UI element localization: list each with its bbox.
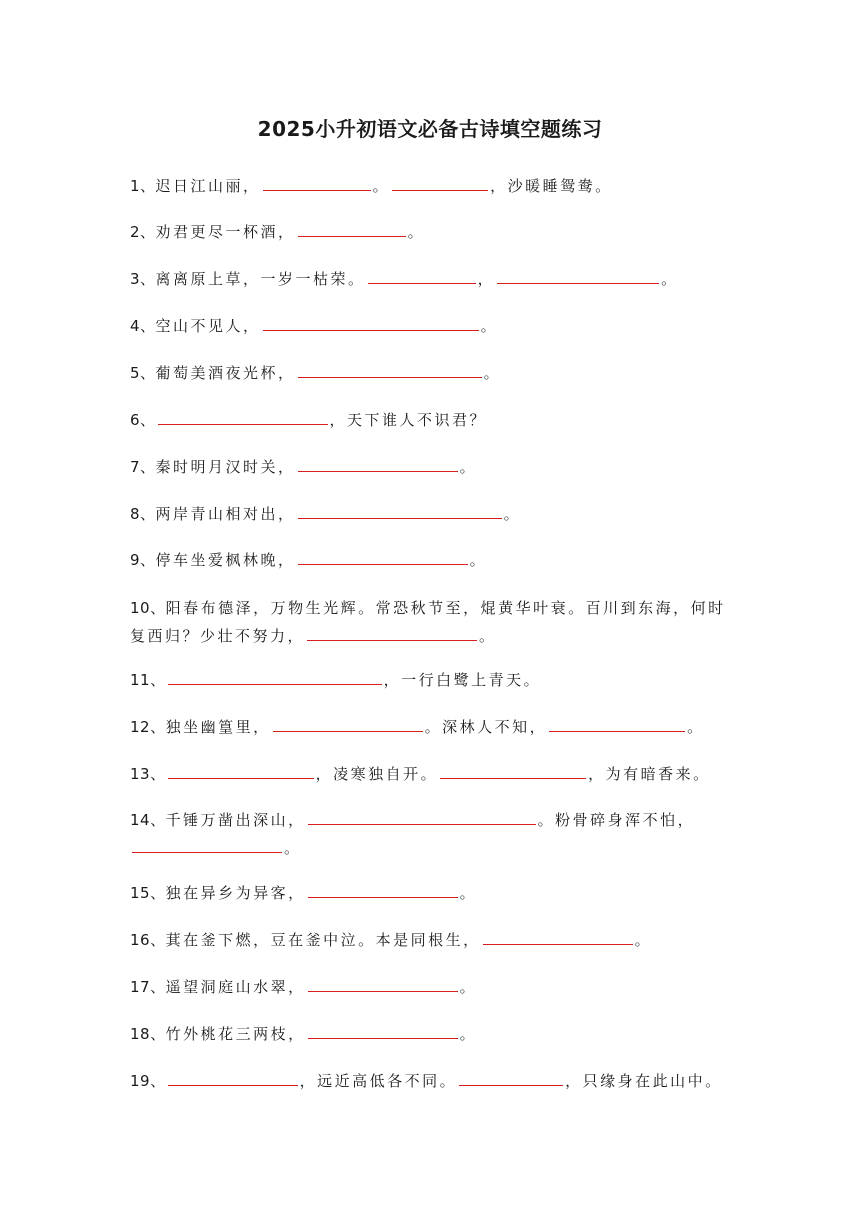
- answer-blank[interactable]: [168, 1067, 298, 1086]
- answer-blank[interactable]: [308, 806, 536, 825]
- question-17: [130, 973, 735, 1001]
- answer-blank[interactable]: [298, 500, 502, 519]
- answer-blank[interactable]: [273, 713, 423, 732]
- question-text: 。: [687, 718, 705, 736]
- question-number: 19、: [130, 1072, 166, 1090]
- answer-blank[interactable]: [308, 1020, 458, 1039]
- question-text: 。: [469, 551, 488, 569]
- question-text: 。: [480, 317, 499, 335]
- answer-blank[interactable]: [392, 172, 488, 191]
- answer-blank[interactable]: [168, 760, 314, 779]
- question-text: 空山不见人，: [155, 317, 261, 335]
- answer-blank[interactable]: [483, 926, 633, 945]
- question-number: 2、: [130, 223, 156, 241]
- question-11: [130, 666, 735, 694]
- question-text: 。: [483, 364, 502, 382]
- page-title: 2025小升初语文必备古诗填空题练习: [257, 117, 603, 141]
- question-text: 。: [372, 177, 391, 195]
- answer-blank[interactable]: [307, 622, 477, 641]
- question-number: 4、: [130, 317, 156, 335]
- question-text: 独在异乡为异客，: [165, 884, 306, 902]
- question-number: 18、: [130, 1025, 166, 1043]
- question-number: 3、: [130, 270, 156, 288]
- question-text: 千锤万凿出深山，: [165, 811, 306, 829]
- question-text: 离离原上草，一岁一枯荣。: [155, 270, 366, 288]
- question-12: [130, 713, 735, 741]
- question-text: ，只缘身在此山中。: [565, 1072, 723, 1090]
- question-text: 。深林人不知，: [424, 718, 548, 736]
- answer-blank[interactable]: [298, 453, 458, 472]
- question-text: 。: [634, 931, 653, 949]
- question-number: 12、: [130, 718, 166, 736]
- question-number: 8、: [130, 505, 156, 523]
- question-text: 葡萄美酒夜光杯，: [155, 364, 296, 382]
- question-number: 13、: [130, 765, 166, 783]
- question-text: 独坐幽篁里，: [165, 718, 271, 736]
- question-7: [130, 453, 735, 481]
- answer-blank[interactable]: [308, 973, 458, 992]
- question-number: 5、: [130, 364, 156, 382]
- question-text: 阳春布德泽，万物生光辉。常恐秋节至，焜黄华叶衰。百川到东海，何时复西归？少壮不努力，: [130, 599, 726, 645]
- answer-blank[interactable]: [298, 218, 406, 237]
- answer-blank[interactable]: [368, 265, 476, 284]
- question-text: 劝君更尽一杯酒，: [155, 223, 296, 241]
- question-number: 11、: [130, 671, 166, 689]
- question-text: 。: [459, 458, 478, 476]
- question-text: ，一行白鹭上青天。: [383, 671, 542, 689]
- question-1: [130, 172, 735, 200]
- question-number: 10、: [130, 599, 166, 617]
- answer-blank[interactable]: [440, 760, 586, 779]
- question-number: 17、: [130, 978, 166, 996]
- question-text: 。: [661, 270, 679, 288]
- answer-blank[interactable]: [263, 172, 371, 191]
- question-3: [130, 265, 735, 293]
- question-13: [130, 760, 735, 788]
- answer-blank[interactable]: [263, 312, 479, 331]
- question-2: [130, 218, 735, 246]
- question-9: [130, 546, 735, 574]
- answer-blank[interactable]: [298, 546, 468, 565]
- question-text: ，为有暗香来。: [588, 765, 711, 783]
- question-number: 6、: [130, 411, 156, 429]
- question-text: 。: [503, 505, 522, 523]
- question-14: [130, 806, 735, 862]
- question-text: 停车坐爱枫林晚，: [155, 551, 296, 569]
- question-text: 。: [459, 884, 478, 902]
- question-number: 9、: [130, 551, 156, 569]
- question-6: [130, 406, 735, 434]
- question-16: [130, 926, 735, 954]
- question-19: [130, 1067, 735, 1095]
- question-text: 迟日江山丽，: [155, 177, 261, 195]
- question-number: 7、: [130, 458, 156, 476]
- question-text: ，沙暖睡鸳鸯。: [490, 177, 613, 195]
- answer-blank[interactable]: [459, 1067, 563, 1086]
- answer-blank[interactable]: [298, 359, 482, 378]
- question-text: 。粉骨碎身浑不怕，: [537, 811, 696, 829]
- question-text: 竹外桃花三两枝，: [165, 1025, 306, 1043]
- question-text: 秦时明月汉时关，: [155, 458, 296, 476]
- question-10: [130, 594, 735, 650]
- question-15: [130, 879, 735, 907]
- question-4: [130, 312, 735, 340]
- question-text: 。: [284, 839, 302, 857]
- question-18: [130, 1020, 735, 1048]
- question-text: ，天下谁人不识君？: [329, 411, 488, 429]
- question-text: 。: [479, 627, 497, 645]
- question-5: [130, 359, 735, 387]
- question-text: 两岸青山相对出，: [155, 505, 296, 523]
- answer-blank[interactable]: [132, 834, 282, 853]
- question-number: 14、: [130, 811, 166, 829]
- question-text: 萁在釜下燃，豆在釜中泣。本是同根生，: [165, 931, 481, 949]
- answer-blank[interactable]: [158, 406, 328, 425]
- answer-blank[interactable]: [168, 666, 382, 685]
- answer-blank[interactable]: [308, 879, 458, 898]
- question-text: ，: [477, 270, 496, 288]
- question-8: [130, 500, 735, 528]
- question-text: 。: [459, 978, 478, 996]
- question-text: ，凌寒独自开。: [315, 765, 439, 783]
- answer-blank[interactable]: [549, 713, 685, 732]
- question-text: 。: [459, 1025, 478, 1043]
- question-number: 15、: [130, 884, 166, 902]
- question-number: 1、: [130, 177, 156, 195]
- answer-blank[interactable]: [497, 265, 659, 284]
- question-number: 16、: [130, 931, 166, 949]
- question-text: ，远近高低各不同。: [299, 1072, 458, 1090]
- question-text: 。: [407, 223, 426, 241]
- question-text: 遥望洞庭山水翠，: [165, 978, 306, 996]
